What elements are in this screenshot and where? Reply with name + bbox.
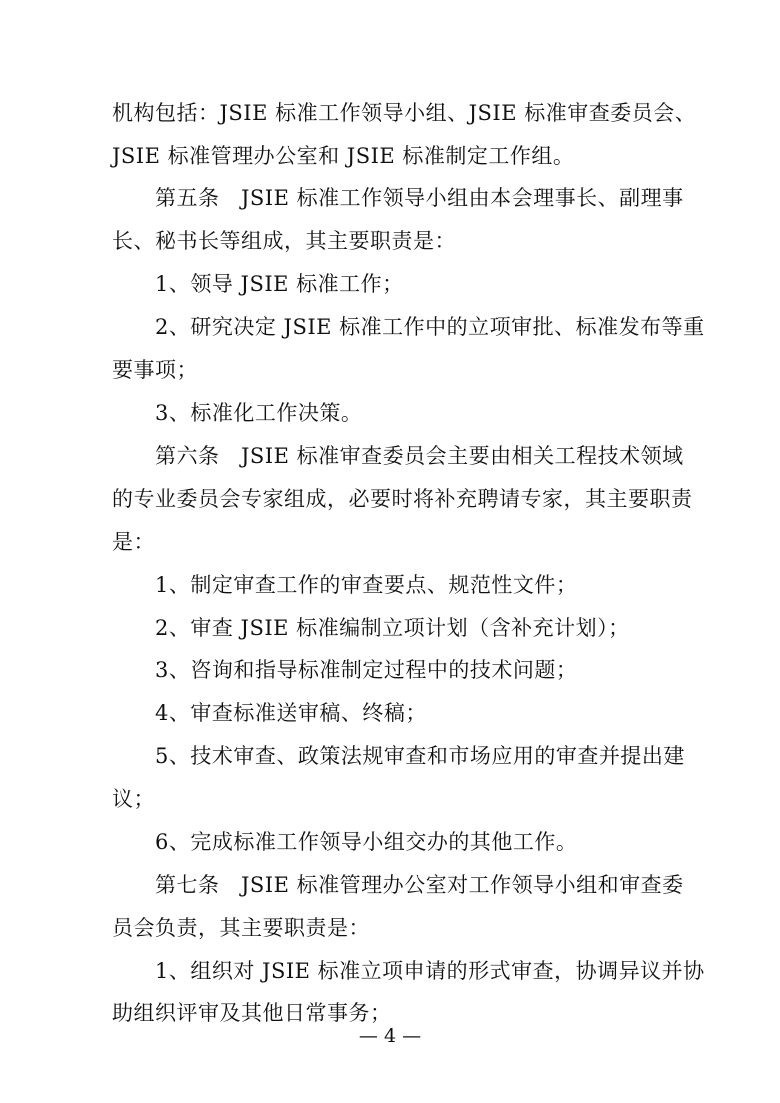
text-line-18: 6、完成标准工作领导小组交办的其他工作。 bbox=[155, 830, 578, 854]
text-line-6: 2、研究决定 JSIE 标准工作中的立项审批、标准发布等重 bbox=[155, 315, 705, 339]
text-line-15: 4、审查标准送审稿、终稿； bbox=[155, 701, 427, 725]
text-line-14: 3、咨询和指导标准制定过程中的技术问题； bbox=[155, 658, 578, 682]
text-line-20: 员会负责，其主要职责是： bbox=[112, 916, 370, 940]
text-line-11: 是： bbox=[112, 530, 155, 554]
article-7-heading: 第七条 JSIE 标准管理办公室对工作领导小组和审查委 bbox=[155, 873, 684, 897]
text-line-4: 长、秘书长等组成，其主要职责是： bbox=[112, 229, 456, 253]
text-line-5: 1、领导 JSIE 标准工作； bbox=[155, 272, 404, 296]
text-line-10: 的专业委员会专家组成，必要时将补充聘请专家，其主要职责 bbox=[112, 487, 693, 511]
text-line-22: 助组织评审及其他日常事务； bbox=[112, 1001, 392, 1025]
article-6-heading: 第六条 JSIE 标准审查委员会主要由相关工程技术领域 bbox=[155, 444, 684, 468]
text-line-13: 2、审查 JSIE 标准编制立项计划（含补充计划）； bbox=[155, 616, 630, 640]
text-line-2: JSIE 标准管理办公室和 JSIE 标准制定工作组。 bbox=[112, 144, 575, 168]
text-line-1: 机构包括：JSIE 标准工作领导小组、JSIE 标准审查委员会、 bbox=[112, 101, 697, 125]
text-line-12: 1、制定审查工作的审查要点、规范性文件； bbox=[155, 573, 578, 597]
text-line-16: 5、技术审查、政策法规审查和市场应用的审查并提出建 bbox=[155, 744, 685, 768]
text-line-17: 议； bbox=[112, 787, 155, 811]
article-5-heading: 第五条 JSIE 标准工作领导小组由本会理事长、副理事 bbox=[155, 186, 684, 210]
page-number: — 4 — bbox=[358, 1025, 422, 1047]
text-line-21: 1、组织对 JSIE 标准立项申请的形式审查，协调异议并协 bbox=[155, 959, 705, 983]
text-line-8: 3、标准化工作决策。 bbox=[155, 401, 363, 425]
text-line-7: 要事项； bbox=[112, 358, 198, 382]
